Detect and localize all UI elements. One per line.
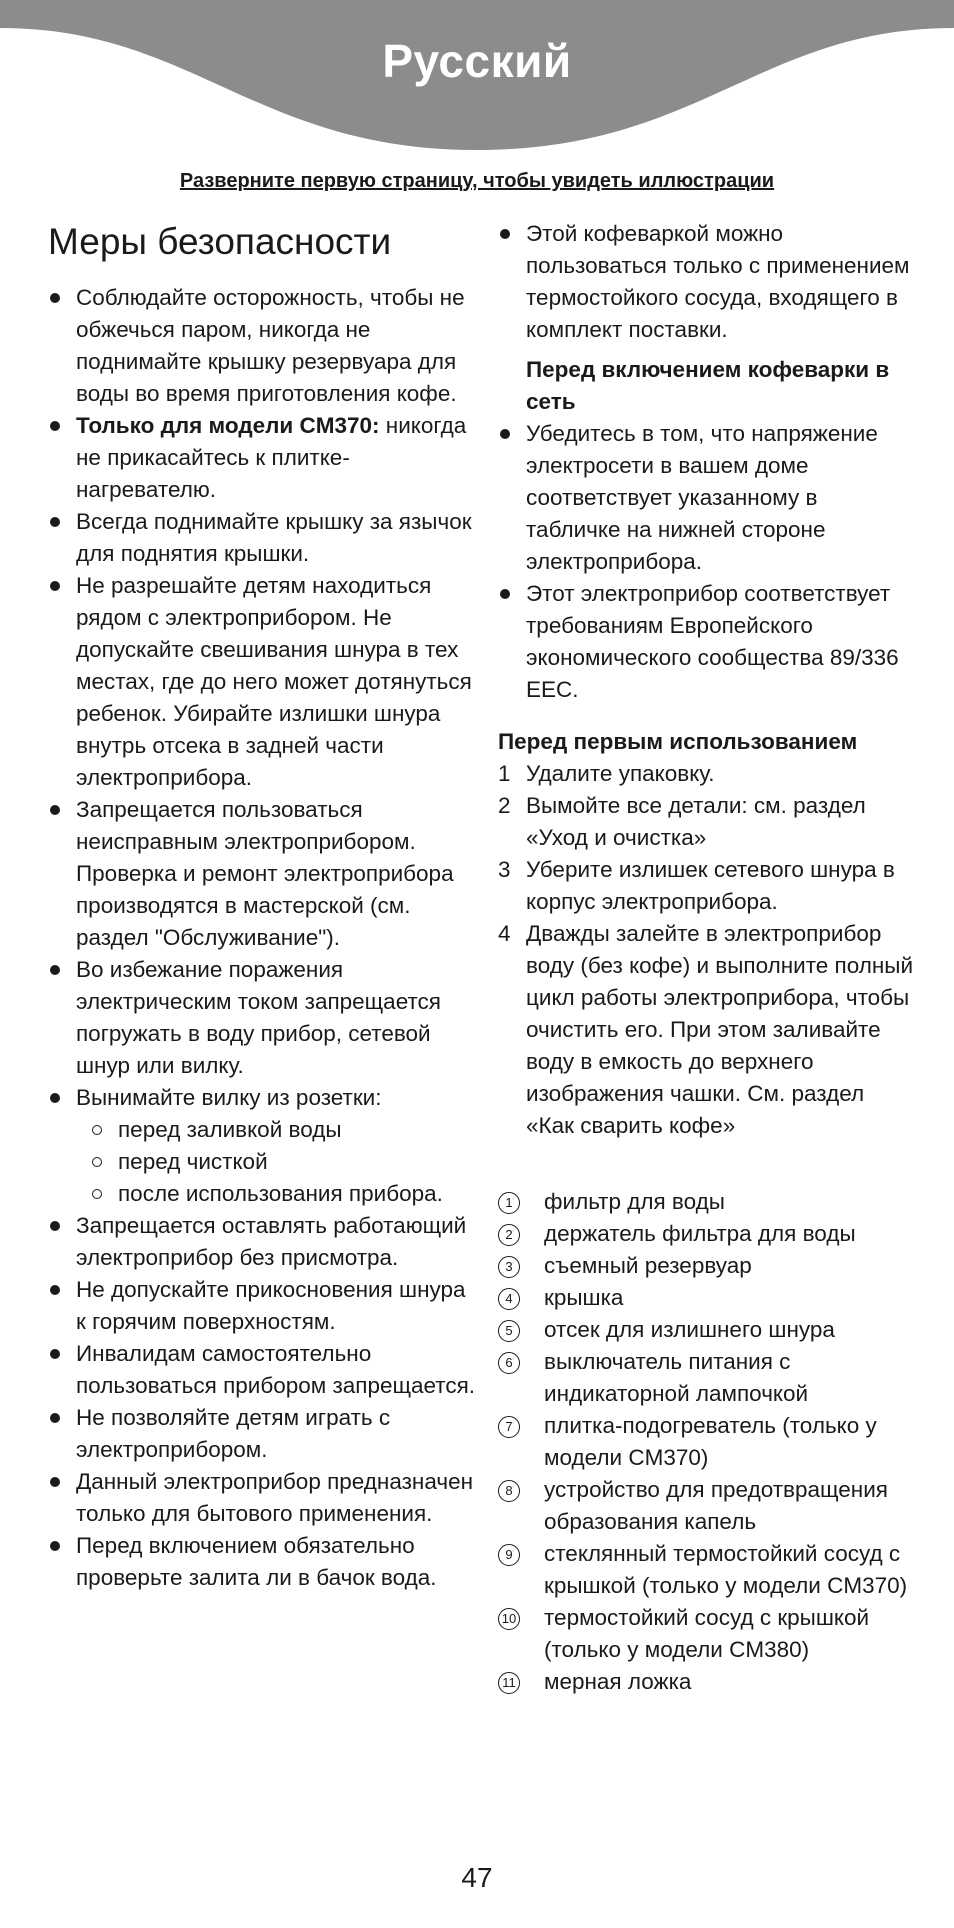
right-column bbox=[498, 218, 918, 1698]
part-number-badge: 5 bbox=[498, 1320, 520, 1342]
list-item: Не позволяйте детям играть с электроприбором. bbox=[48, 1402, 478, 1466]
part-number-badge: 1 bbox=[498, 1192, 520, 1214]
list-item: Запрещается оставлять работающий электроприбор без присмотра. bbox=[48, 1210, 478, 1274]
page-number: 47 bbox=[461, 1862, 493, 1893]
part-number-badge: 9 bbox=[498, 1544, 520, 1566]
list-item: Запрещается пользоваться неисправным электроприбором. Проверка и ремонт электроприбора производятся в мастерской (см. раздел "Обслуживание"). bbox=[48, 794, 478, 954]
part-number-badge: 2 bbox=[498, 1224, 520, 1246]
list-item: Перед включением обязательно проверьте залита ли в бачок вода. bbox=[48, 1530, 478, 1594]
part-number-badge: 8 bbox=[498, 1480, 520, 1502]
header-band bbox=[0, 0, 954, 160]
part-item: 11 мерная ложка bbox=[498, 1666, 918, 1698]
part-number-badge: 4 bbox=[498, 1288, 520, 1310]
list-item: Только для модели CM370: никогда не прикасайтесь к плитке-нагревателю. bbox=[48, 410, 478, 506]
list-item: Инвалидам самостоятельно пользоваться прибором запрещается. bbox=[48, 1338, 478, 1402]
part-item: 8 устройство для предотвращения образования капель bbox=[498, 1474, 918, 1538]
part-item: 4 крышка bbox=[498, 1282, 918, 1314]
first-use-heading: Перед первым использованием bbox=[498, 729, 858, 754]
step-item: 2 Вымойте все детали: см. раздел «Уход и очистка» bbox=[498, 790, 918, 854]
part-number-badge: 3 bbox=[498, 1256, 520, 1278]
safety-heading: Меры безопасности bbox=[48, 221, 392, 262]
sub-list-item: перед заливкой воды bbox=[90, 1114, 478, 1146]
part-item: 10 термостойкий сосуд с крышкой (только у модели CM380) bbox=[498, 1602, 918, 1666]
part-item: 7 плитка-подогреватель (только у модели CM370) bbox=[498, 1410, 918, 1474]
part-item: 1 фильтр для воды bbox=[498, 1186, 918, 1218]
step-item: 4 Дважды залейте в электроприбор воду (без кофе) и выполните полный цикл работы электроприбора, чтобы очистить его. При этом заливайте воду в емкость до верхнего изображения чашки. См. раздел «Как сварить кофе» bbox=[498, 918, 918, 1142]
before-plugging-heading: Перед включением кофеварки в сеть bbox=[526, 357, 890, 414]
list-item: Соблюдайте осторожность, чтобы не обжечься паром, никогда не поднимайте крышку резервуара для воды во время приготовления кофе. bbox=[48, 282, 478, 410]
list-item: Не допускайте прикосновения шнура к горячим поверхностям. bbox=[48, 1274, 478, 1338]
sub-list-item: после использования прибора. bbox=[90, 1178, 478, 1210]
vessel-list bbox=[498, 218, 918, 346]
part-item: 5 отсек для излишнего шнура bbox=[498, 1314, 918, 1346]
list-item: Этот электроприбор соответствует требованиям Европейского экономического сообщества 89/336 EEC. bbox=[498, 578, 918, 706]
part-number-badge: 7 bbox=[498, 1416, 520, 1438]
step-number: 2 bbox=[498, 793, 511, 818]
part-item: 9 стеклянный термостойкий сосуд с крышкой (только у модели CM370) bbox=[498, 1538, 918, 1602]
safety-list bbox=[48, 282, 478, 1594]
left-column bbox=[48, 218, 478, 1594]
step-number: 4 bbox=[498, 921, 511, 946]
header-title: Русский bbox=[382, 35, 572, 87]
sub-list-item: перед чисткой bbox=[90, 1146, 478, 1178]
illustrations-note: Разверните первую страницу, чтобы увидеть иллюстрации bbox=[179, 170, 775, 192]
list-item: Данный электроприбор предназначен только для бытового применения. bbox=[48, 1466, 478, 1530]
step-item: 1 Удалите упаковку. bbox=[498, 758, 918, 790]
power-list bbox=[498, 418, 918, 706]
list-item: Всегда поднимайте крышку за язычок для поднятия крышки. bbox=[48, 506, 478, 570]
list-item: Не разрешайте детям находиться рядом с электроприбором. Не допускайте свешивания шнура в тех местах, где до него может дотянуться ребенок. Убирайте излишки шнура внутрь отсека в задней части электроприбора. bbox=[48, 570, 478, 794]
list-item: Во избежание поражения электрическим током запрещается погружать в воду прибор, сетевой шнур или вилку. bbox=[48, 954, 478, 1082]
part-number-badge: 11 bbox=[498, 1672, 520, 1694]
step-number: 1 bbox=[498, 761, 511, 786]
part-item: 3 съемный резервуар bbox=[498, 1250, 918, 1282]
list-item: Вынимайте вилку из розетки: перед заливкой воды перед чисткой после использования прибора. bbox=[48, 1082, 478, 1210]
list-item: Убедитесь в том, что напряжение электросети в вашем доме соответствует указанному в табличке на нижней стороне электроприбора. bbox=[498, 418, 918, 578]
part-item: 6 выключатель питания с индикаторной лампочкой bbox=[498, 1346, 918, 1410]
part-number-badge: 6 bbox=[498, 1352, 520, 1374]
step-number: 3 bbox=[498, 857, 511, 882]
list-item: Этой кофеваркой можно пользоваться только с применением термостойкого сосуда, входящего в комплект поставки. bbox=[498, 218, 918, 346]
part-item: 2 держатель фильтра для воды bbox=[498, 1218, 918, 1250]
parts-list bbox=[498, 1186, 918, 1698]
model-note-label: Только для модели CM370: bbox=[76, 413, 380, 438]
step-item: 3 Уберите излишек сетевого шнура в корпус электроприбора. bbox=[498, 854, 918, 918]
unplug-sublist bbox=[76, 1114, 478, 1210]
part-number-badge: 10 bbox=[498, 1608, 520, 1630]
first-use-steps bbox=[498, 758, 918, 1142]
